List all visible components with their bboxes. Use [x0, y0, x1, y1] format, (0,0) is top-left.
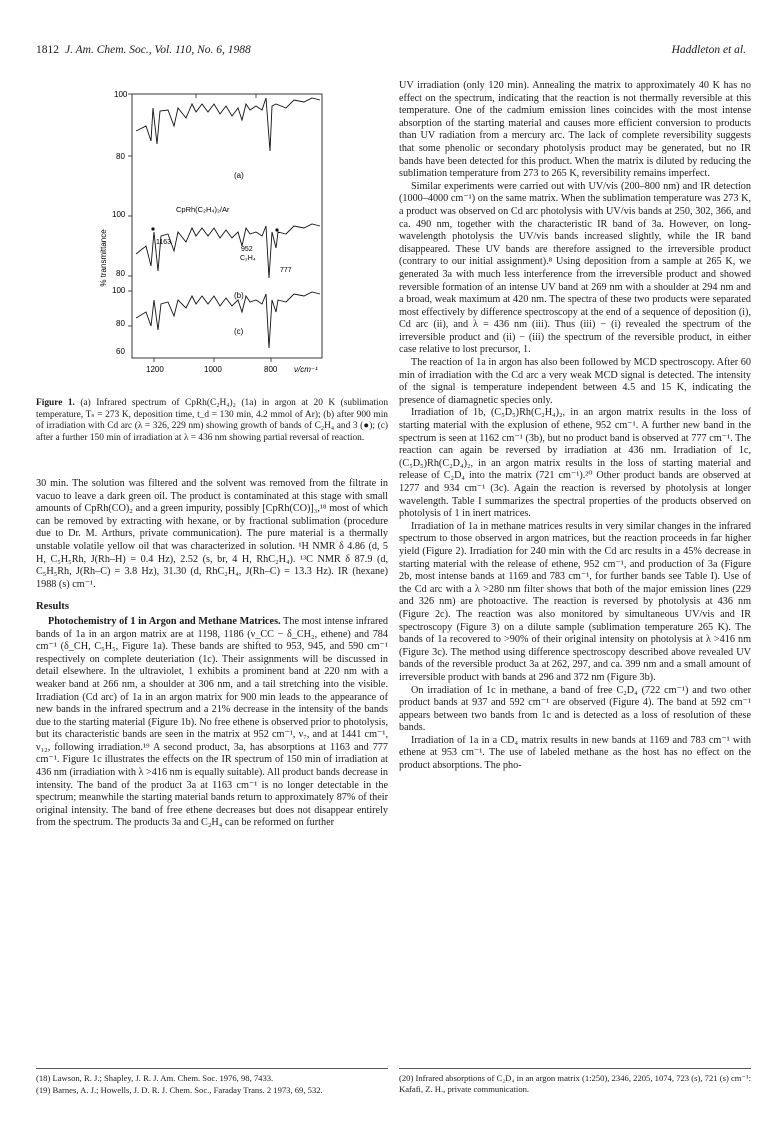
- paragraph-r3: The reaction of 1a in argon has also been followed by MCD spectroscopy. After 60 min of irradiation with the Cd arc a very weak MCD signal is detected. The intensity of the signal is temperature independent between 4.5 and 15 K, indicating the presence of diamagnetic species only.: [399, 357, 751, 406]
- product-3-marker-1163: [151, 227, 154, 230]
- y-axis-label: % transmittance: [99, 229, 108, 287]
- results-paragraph-1: [36, 616, 388, 830]
- tick-c-lower: 60: [116, 347, 125, 356]
- spectrum-c: [136, 292, 320, 348]
- band-952: 952: [241, 246, 253, 253]
- x-tick-1200: 1200: [146, 365, 164, 374]
- tick-c-mid: 80: [116, 319, 125, 328]
- panel-a-label: (a): [234, 171, 244, 180]
- results-paragraph-1-text: The most intense infrared bands of 1a in an argon matrix are at 1198, 1186 (ν_CC − δ_CH₂, ethene) and 784 cm⁻¹ (δ_CH, C₅H₅, Figure 1a). These bands are shifted to 953, 945, and 590 cm⁻¹ respectively on complete deuteriation (1c). Their assignments will be discussed in detail elsewhere. In the ultraviolet, 1 exhibits a prominent band at 220 nm with a weaker band at 266 nm, a shoulder at 306 nm, and a tail stretching into the visible. Irradiation (Cd arc) of 1a in an argon matrix for 900 min leads to the appearance of new bands in the infrared spectrum and a 21% decrease in the intensity of the bands due to the starting material (Figure 1b). No free ethene is observed prior to photolysis, but its characteristic bands are seen in the matrix at 952 cm⁻¹, ν₇, and at 1441 cm⁻¹, ν₁₂, following irradiation.¹⁹ A second product, 3a, has absorptions at 1163 and 777 cm⁻¹. Figure 1c illustrates the effects on the IR spectrum of 150 min of irradiation at 436 nm (irradiation with λ >416 nm is equally suitable). All product bands decrease in intensity. The band of the product 3a at 1163 cm⁻¹ is no longer detectable in the spectrum; meanwhile the starting material bands return to approximately 87% of their original intensity. The band of free ethene decreases but does not disappear entirely from the spectrum. The products 3a and C₂H₄ can be reformed on further: [36, 615, 388, 829]
- page-number: 1812: [36, 44, 59, 56]
- running-header-left: [36, 44, 251, 56]
- tick-b-top: 100: [112, 210, 126, 219]
- footnote-18: (18) Lawson, R. J.; Shapley, J. R. J. Am. Chem. Soc. 1976, 98, 7433.: [36, 1073, 274, 1083]
- panel-c-label: (c): [234, 327, 244, 336]
- band-1163: 1163: [156, 239, 172, 246]
- x-tick-800: 800: [264, 365, 278, 374]
- spectrum-b: [136, 224, 320, 278]
- product-3-marker-777: [275, 228, 278, 231]
- caption-text: (a) Infrared spectrum of CpRh(C₂H₄)₂ (1a) in argon at 20 K (sublimation temperature, Tₛ = 273 K, deposition time, t_d = 130 min, 4.2 mmol of Ar); (b) after 900 min of irradiation with Cd arc (λ = 326, 229 nm) showing growth of bands of C₂H₄ and 3 (●); (c) after a further 150 min of irradiation at λ = 436 nm showing partial reversal of reaction.: [36, 398, 389, 443]
- tick-b-lower: 80: [116, 269, 125, 278]
- tick-a-lower: 80: [116, 152, 125, 161]
- x-axis-label: ν/cm⁻¹: [294, 365, 318, 374]
- section-heading-results: Results: [36, 601, 69, 613]
- paragraph-r7: Irradiation of 1a in a CD₄ matrix results in new bands at 1169 and 783 cm⁻¹ with ethene at 953 cm⁻¹. The use of labeled methane as the host has no effect on the product absorptions. The pho-: [399, 734, 751, 772]
- panel-a-annotation: CpRh(C₂H₄)₂/Ar: [176, 205, 230, 214]
- footnotes-right: [399, 1068, 751, 1095]
- tick-a-top: 100: [114, 90, 128, 99]
- spectrum-a: [136, 98, 320, 151]
- paragraph-r1: UV irradiation (only 120 min). Annealing the matrix to approximately 40 K has no effect on the spectrum, indicating that the reaction is not thermally reversible at this temperature. One of the cadmium emission lines coincides with the most intense absorption of the starting material and causes more efficient conversion to products than UV radiation from a mercury arc. The lack of complete reversibility suggests that some phenolic or secondary photolysis product may be generated, but no IR bands have been detected for this product. When the matrix is diluted by reducing the sublimation temperature from 273 to 265 K, reversibility remains imperfect.: [399, 80, 751, 180]
- running-header-authors: Haddleton et al.: [671, 44, 746, 56]
- footnotes-left: [36, 1068, 388, 1096]
- journal-citation: J. Am. Chem. Soc., Vol. 110, No. 6, 1988: [65, 44, 251, 56]
- figure-1-spectra: [36, 86, 388, 398]
- right-column: [399, 80, 751, 773]
- footnote-20: (20) Infrared absorptions of C₂D₄ in an argon matrix (1:250), 2346, 2205, 1074, 723 (s), 721 (s) cm⁻¹: Kafafi, Z. H., private communication.: [399, 1073, 751, 1094]
- footnote-19: (19) Barnes, A. J.; Howells, J. D. R. J. Chem. Soc., Faraday Trans. 2 1973, 69, 532.: [36, 1084, 323, 1095]
- subsection-heading: Photochemistry of 1 in Argon and Methane Matrices.: [48, 615, 281, 627]
- paragraph-r5: Irradiation of 1a in methane matrices results in very similar changes in the infrared spectrum to those observed in argon matrices, but the reaction proceeds in far higher yield (Figure 2). Irradiation for 240 min with the Cd arc results in a 45% decrease in starting material with the release of ethene, 952 cm⁻¹, and production of 3a (Figure 2b, most intense bands at 1169 and 783 cm⁻¹, for further bands see Table I). Use of the Cd arc with a λ >280 nm filter shows that both of the major emission lines (229 and 326 nm) are photoactive. The reaction is reversed by photolysis at 436 nm (Figure 2c). The reaction was also monitored by simultaneous UV/vis and IR spectroscopy (Figure 3) on a dilute sample (sublimation temperature 265 K). The bands of 1a recovered to >90% of their original intensity on photolysis at λ >416 nm (Figure 3c). The method using difference spectroscopy described above revealed UV bands of the reversible product 3a at 262, 297, and ca. 399 nm and a small amount of irreversible product with bands at 296 and 372 nm (Figure 3b).: [399, 520, 751, 683]
- left-column: [36, 478, 388, 830]
- x-tick-1000: 1000: [204, 365, 222, 374]
- band-c2h4: C₂H₄: [240, 255, 256, 262]
- caption-label: Figure 1.: [36, 398, 75, 408]
- paragraph-r4: Irradiation of 1b, (C₅D₅)Rh(C₂H₄)₂, in an argon matrix results in the loss of starting material with the explusion of ethene, 952 cm⁻¹. A further new band in the spectrum is seen at 1162 cm⁻¹ (3b), but no product band is observed at 777 cm⁻¹. The reaction can again be reversed by irradiation at 436 nm. Irradiation of 1c, (C₅D₅)Rh(C₂D₄)₂, in an argon matrix results in the loss of starting material and release of C₂D₄ into the matrix (721 cm⁻¹).²⁰ Other product bands are observed at 1277 and 934 cm⁻¹ (3c). Again the reaction is reversed by photolysis at longer wavelength. Table I summarizes the spectral properties of the products observed on photolysis of 1 in inert matrices.: [399, 407, 751, 520]
- figure-1-caption: [36, 398, 388, 444]
- paragraph-r6: On irradiation of 1c in methane, a band of free C₂D₄ (722 cm⁻¹) and two other product bands at 937 and 592 cm⁻¹ are observed (Figure 4). The band at 592 cm⁻¹ appears between two bands from 1c and is detected as a loss of resolution of these bands.: [399, 684, 751, 734]
- band-777: 777: [280, 267, 292, 274]
- paragraph-r2: Similar experiments were carried out with UV/vis (200–800 nm) and IR detection (1000–4000 cm⁻¹) on the same matrix. When the sublimation temperature was 273 K, a product was observed on Cd arc photolysis with UV/vis bands at 250, 302, 366, and ca. 490 nm, together with the characteristic IR band of 3a. However, on long-wavelength photolysis the UV/vis bands increased slightly, while the IR band disappeared. These UV bands are therefore assigned to the irreversible product (contrary to our initial assignment).⁸ Using deposition from a sample at 265 K, we generated 3a with much less interference from the irreversible product and showed reversible formation of an intense UV band at 269 nm with a shoulder at 294 nm and a broad, weak maximum at 420 nm. The spectra of these two products were separated most effectively by difference spectroscopy at the end of a sequence of deposition (i), Cd arc (ii), and λ = 436 nm (iii). Thus (iii) − (i) revealed the spectrum of the irreversible product and (ii) − (iii) the spectrum of the reversible product, in either case relative to lost precursor, 1.: [399, 180, 751, 356]
- tick-c-top: 100: [112, 286, 126, 295]
- experimental-tail: 30 min. The solution was filtered and the solvent was removed from the filtrate in vacuo to leave a dark green oil. The product is contaminated at this stage with small amounts of CpRh(CO)₂ and a green impurity, possibly [CpRh(CO)]₃,¹⁸ most of which can be removed by extracting with hexane, or by fractional sublimation (procedure due to Dr. M. Arthurs, private communication). The pure material is a thermally unstable volatile yellow oil that was characterized in solution. ¹H NMR δ 4.86 (d, 5 H, C₅H₅Rh, J(Rh–H) = 0.4 Hz), 2.52 (s, br, 4 H, RhC₂H₄). ¹³C NMR δ 87.9 (d, C₅H₅Rh, J(Rh–C) = 3.8 Hz), 31.30 (d, RhC₂H₄, J(Rh–C) = 13.3 Hz). IR (hexane) 1988 (s) cm⁻¹.: [36, 478, 388, 590]
- panel-b-label: (b): [234, 291, 244, 300]
